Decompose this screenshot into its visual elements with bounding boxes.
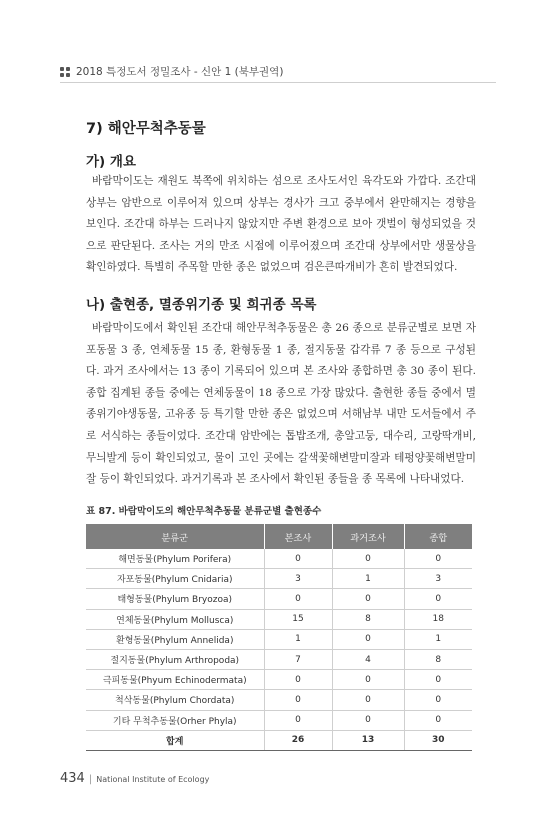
paragraph-species: 바람막이도에서 확인된 조간대 해안무척추동물은 총 26 종으로 분류군별로 보면 자포동물 3 종, 연체동물 15 종, 환형동물 1 종, 절지동물 갑각류 7 종 등으로 구성된다. 과거 조사에서는 13 종이 기록되어 있으며 본 조사와 종합하면 총 30 종이 된다. 종합 집계된 종들 중에는 연체동물이 18 종으로 가장 많았다. 출현한 종들 중에서 멸종위기야생동물, 고유종 등 특기할 만한 종은 없었으며 서해남부 내만 도서들에서 주로 서식하는 종들이었다. 조간대 암반에는 톱밥조개, 총알고둥, 대수리, 고랑딱개비, 무늬발게 등이 확인되었고, 물이 고인 곳에는 갈색꽃해변말미잘과 테펑양꽃해변말미잘 등이 확인되었다. 과거기록과 본 조사에서 확인된 종들을 종 목록에 나타내었다. [86,322,476,486]
total-cell-past-survey: 13 [332,730,404,750]
page-footer [60,771,209,786]
cell-total: 8 [404,649,472,669]
cell-past-survey: 0 [332,629,404,649]
total-cell-this-survey: 26 [264,730,332,750]
cell-taxon: 해면동물(Phylum Porifera) [86,549,264,569]
subsection-title-species-list: 나) 출현종, 멸종위기종 및 희귀종 목록 [86,297,317,313]
cell-past-survey: 8 [332,609,404,629]
table-row [86,569,472,589]
cell-this-survey: 0 [264,690,332,710]
cell-past-survey: 0 [332,670,404,690]
cell-past-survey: 4 [332,649,404,669]
cell-taxon: 연체동물(Phylum Mollusca) [86,609,264,629]
table-row [86,670,472,690]
header-text: 2018 특정도서 정밀조사 - 신안 1 (북부권역) [76,66,284,78]
subsection-title-overview: 가) 개요 [86,154,136,170]
table-row [86,629,472,649]
cell-total: 0 [404,710,472,730]
cell-this-survey: 0 [264,589,332,609]
footer-institute: National Institute of Ecology [96,775,210,784]
cell-total: 0 [404,690,472,710]
table-total-row [86,730,472,750]
running-header [60,64,283,79]
cell-this-survey: 0 [264,549,332,569]
table-row [86,690,472,710]
cell-total: 0 [404,589,472,609]
section-title: 7) 해안무척추동물 [86,121,206,137]
cell-total: 3 [404,569,472,589]
table-header-row [86,524,472,549]
cell-total: 0 [404,549,472,569]
header-dots-icon [60,67,70,77]
table-row [86,549,472,569]
table-row [86,710,472,730]
column-header-total: 종합 [404,524,472,549]
page-number: 434 [60,771,85,786]
cell-taxon: 척삭동물(Phylum Chordata) [86,690,264,710]
cell-total: 1 [404,629,472,649]
footer-separator: | [88,774,93,785]
cell-past-survey: 0 [332,589,404,609]
cell-taxon: 자포동물(Phylum Cnidaria) [86,569,264,589]
cell-this-survey: 15 [264,609,332,629]
table-row [86,609,472,629]
header-divider [60,82,496,83]
column-header-this-survey: 본조사 [264,524,332,549]
total-cell-total: 30 [404,730,472,750]
column-header-past-survey: 과거조사 [332,524,404,549]
paragraph-overview: 바람막이도는 재원도 북쪽에 위치하는 섬으로 조사도서인 육각도와 가깝다. 조간대 상부는 암반으로 이루어져 있으며 상부는 경사가 크고 중부에서 완만해지는 경향을 보인다. 조간대 하부는 드러나지 않았지만 주변 환경으로 보아 갯벌이 형성되었을 것으로 판단된다. 조사는 거의 만조 시점에 이루어졌으며 조간대 상부에서만 생물상을 확인하였다. 특별히 주목할 만한 종은 없었으며 검은큰따개비가 흔히 발견되었다. [86,175,476,274]
cell-taxon: 환형동물(Phylum Annelida) [86,629,264,649]
cell-total: 18 [404,609,472,629]
cell-taxon: 절지동물(Phylum Arthropoda) [86,649,264,669]
column-header-taxon: 분류군 [86,524,264,549]
table-caption: 표 87. 바람막이도의 해안무척추동물 분류군별 출현종수 [86,506,322,517]
cell-taxon: 태형동물(Phylum Bryozoa) [86,589,264,609]
cell-past-survey: 0 [332,549,404,569]
cell-total: 0 [404,670,472,690]
cell-this-survey: 0 [264,710,332,730]
cell-this-survey: 0 [264,670,332,690]
cell-this-survey: 7 [264,649,332,669]
cell-past-survey: 0 [332,710,404,730]
table-row [86,649,472,669]
total-cell-taxon: 합계 [86,730,264,750]
cell-past-survey: 1 [332,569,404,589]
species-count-table [86,524,472,751]
cell-this-survey: 3 [264,569,332,589]
table-row [86,589,472,609]
cell-past-survey: 0 [332,690,404,710]
cell-this-survey: 1 [264,629,332,649]
cell-taxon: 기타 무척추동물(Orher Phyla) [86,710,264,730]
cell-taxon: 극피동물(Phyum Echinodermata) [86,670,264,690]
